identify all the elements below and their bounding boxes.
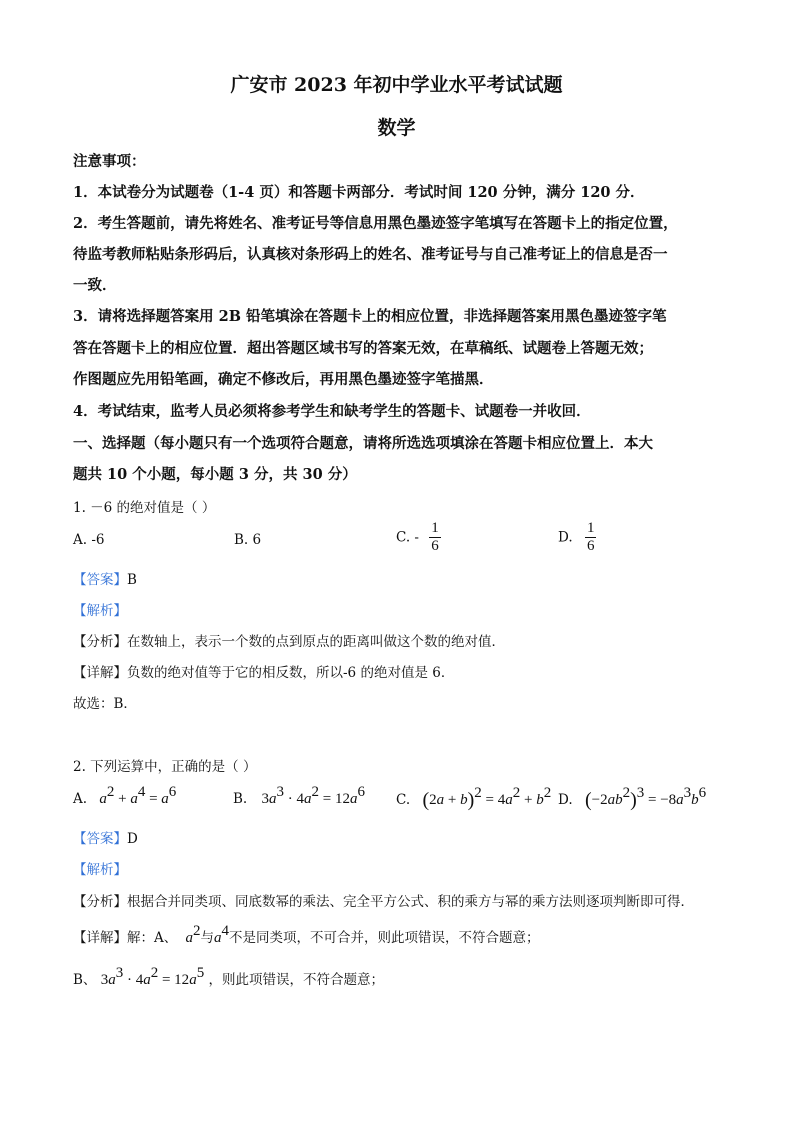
note-2-line3: 一致．	[73, 277, 117, 294]
fraction-denominator: 6	[586, 538, 595, 554]
fraction-denominator: 6	[431, 538, 439, 554]
q2-stem: 2. 下列运算中，正确的是（ ）	[73, 759, 257, 775]
q1-option-a: A. -6	[73, 532, 105, 548]
q1-option-b: B. 6	[234, 532, 262, 548]
answer-tag: 【答案】	[73, 831, 127, 847]
notes-heading: 注意事项：	[73, 153, 146, 170]
q1-answer-line	[73, 568, 137, 588]
q2-option-d	[558, 785, 707, 812]
q2-answer: D	[127, 831, 138, 847]
note-1: 1．本试卷分为试题卷（1-4 页）和答题卡两部分．考试时间 120 分钟，满分 120 分．	[73, 184, 645, 201]
q2-option-b	[233, 784, 365, 808]
note-4: 4．考试结束，监考人员必须将参考学生和缺考学生的答题卡、试题卷一并收回．	[73, 403, 591, 420]
q1-xiangjie-text: 负数的绝对值等于它的相反数，所以-6 的绝对值是 6．	[127, 665, 455, 681]
q2-fenxi-line	[73, 890, 694, 910]
q1-option-d-fraction	[585, 520, 597, 555]
q2-option-a	[73, 784, 177, 808]
q2-analysis-tag: 【解析】	[73, 862, 127, 878]
fraction-numerator: 1	[586, 520, 595, 536]
note-3-line3: 作图题应先用铅笔画，确定不修改后，再用黑色墨迹签字笔描黑．	[73, 371, 494, 388]
q2-option-a-label: A.	[73, 791, 88, 807]
q2-option-a-formula: $a^2 + a^4 = a^6$	[99, 784, 177, 807]
q2-xiangjie-a-and: 与	[200, 930, 215, 946]
q2-xiangjie-a-prefix: 解：A、	[127, 930, 178, 946]
subject-title: 数学	[377, 117, 416, 139]
q1-option-c	[396, 520, 441, 555]
section1-heading-line2: 题共 10 个小题，每小题 3 分，共 30 分）	[73, 466, 357, 483]
xiangjie-tag: 【详解】	[73, 930, 127, 946]
note-3-line2: 答在答题卡上的相应位置．超出答题区域书写的答案无效，在草稿纸、试题卷上答题无效；	[73, 340, 653, 357]
q1-xiangjie-line	[73, 661, 454, 681]
q2-answer-line	[73, 827, 138, 847]
q2-option-d-formula: $(-2ab^2)^3 = -8a^3b^6$	[584, 785, 707, 811]
q2-option-c-formula: $(2a + b)^2 = 4a^2 + b^2$	[422, 785, 552, 811]
exam-title: 广安市 2023 年初中学业水平考试试题	[230, 74, 563, 96]
fenxi-tag: 【分析】	[73, 894, 127, 910]
note-2-line1: 2．考生答题前，请先将姓名、准考证号等信息用黑色墨迹签字笔填写在答题卡上的指定位置，	[73, 215, 678, 232]
q1-analysis-tag: 【解析】	[73, 603, 127, 619]
q2-option-b-formula: $3a^3 \cdot 4a^2 = 12a^6$	[261, 784, 365, 807]
q2-xiangjie-b-formula: $3a^3 \cdot 4a^2 = 12a^5$	[100, 965, 205, 988]
q1-choice: 故选：B．	[73, 696, 137, 712]
q2-option-d-label: D.	[558, 792, 573, 808]
q1-option-c-label: C. -	[396, 529, 419, 546]
q2-xiangjie-a-term2: $a^4$	[214, 923, 230, 946]
q1-answer: B	[127, 572, 137, 588]
q2-xiangjie-a-term1: $a^2$	[185, 923, 201, 946]
note-2-line2: 待监考教师粘贴条形码后，认真核对条形码上的姓名、准考证号与自己准考证上的信息是否一	[73, 246, 668, 263]
q1-option-c-fraction	[429, 520, 441, 555]
q2-xiangjie-line	[73, 923, 540, 947]
q2-xiangjie-a-text: 不是同类项，不可合并，则此项错误，不符合题意；	[229, 930, 540, 946]
q2-option-c	[396, 785, 552, 812]
answer-tag: 【答案】	[73, 572, 127, 588]
fraction-numerator: 1	[431, 520, 439, 536]
q1-stem: 1. －6 的绝对值是（ ）	[73, 500, 216, 516]
q1-fenxi-text: 在数轴上，表示一个数的点到原点的距离叫做这个数的绝对值．	[127, 634, 505, 650]
q1-fenxi-line	[73, 630, 505, 650]
q2-xiangjie-b-prefix: B、	[73, 972, 97, 988]
fenxi-tag: 【分析】	[73, 634, 127, 650]
section1-heading-line1: 一、选择题（每小题只有一个选项符合题意，请将所选选项填涂在答题卡相应位置上．本大	[73, 435, 653, 452]
q2-option-c-label: C.	[396, 792, 411, 808]
q2-xiangjie-b-text: ，则此项错误，不符合题意；	[208, 972, 384, 988]
q1-option-d	[558, 520, 596, 555]
xiangjie-tag: 【详解】	[73, 665, 127, 681]
q2-xiangjie-b-line	[73, 965, 384, 989]
q1-option-d-label: D.	[558, 529, 573, 546]
q2-option-b-label: B.	[233, 791, 248, 807]
note-3-line1: 3．请将选择题答案用 2B 铅笔填涂在答题卡上的相应位置，非选择题答案用黑色墨迹签字笔	[73, 308, 667, 325]
q2-fenxi-text: 根据合并同类项、同底数幂的乘法、完全平方公式、积的乘方与幂的乘方法则逐项判断即可得．	[127, 894, 694, 910]
